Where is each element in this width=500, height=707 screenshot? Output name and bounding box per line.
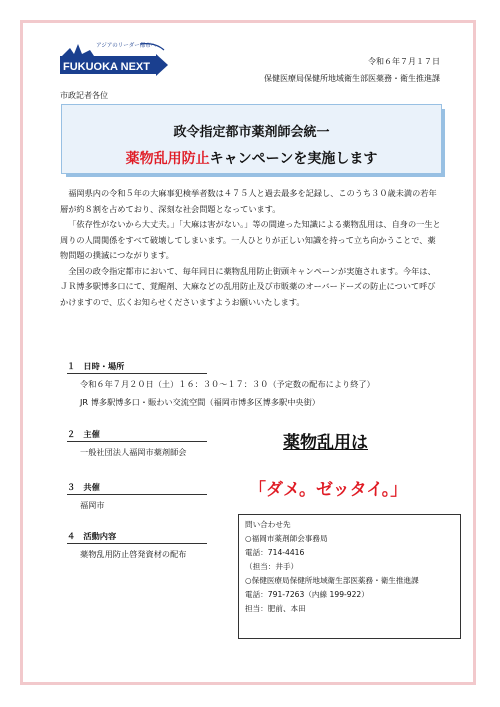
contact-line: 電話：791-7263（内線 199-922） bbox=[245, 590, 369, 599]
addressee: 市政記者各位 bbox=[60, 91, 108, 100]
contact-line: （担当：井手） bbox=[245, 562, 299, 571]
section-heading-organizer: ２ 主催 bbox=[67, 429, 207, 442]
contact-line: 電話：714-4416 bbox=[245, 548, 305, 557]
section-line: JR 博多駅博多口・賑わい交流空間（福岡市博多区博多駅中央街） bbox=[80, 397, 320, 407]
section-line: 一般社団法人福岡市薬剤師会 bbox=[80, 447, 187, 457]
section-heading-datetime: １ 日時・場所 bbox=[67, 361, 207, 374]
paragraph: 全国の政令指定都市において、毎年同日に薬物乱用防止街頭キャンペーンが実施されます。今年は、ＪＲ博多駅博多口にて、覚醒剤、大麻などの乱用防止及び市販薬のオーバードーズの防止について呼びかけますので、広くお知らせくださいますようお願いいたします。 bbox=[60, 265, 436, 307]
title-line-1: 政令指定都市薬剤師会統一 bbox=[173, 125, 330, 140]
title-line-2 bbox=[62, 148, 441, 168]
title-rest: キャンペーンを実施します bbox=[209, 151, 378, 167]
release-date: 令和６年７月１７日 bbox=[368, 57, 440, 66]
contact-line: ○福岡市薬剤師会事務局 bbox=[245, 534, 328, 543]
body-text bbox=[60, 186, 442, 310]
contact-title: 問い合わせ先 bbox=[245, 520, 291, 529]
paragraph: 福岡県内の令和５年の大麻事犯検挙者数は４７５人と過去最多を記録し、このうち３０歳未満の若年層が約８割を占めており、深刻な社会問題となっています。 bbox=[60, 188, 437, 214]
section-heading-activities: ４ 活動内容 bbox=[67, 531, 207, 544]
section-line: 令和６年７月２０日（土）１６：３０～１７：３０（予定数の配布により終了） bbox=[80, 379, 375, 389]
contact-line: 担当：肥前、本田 bbox=[245, 604, 306, 613]
title-box bbox=[61, 104, 442, 174]
issuing-department: 保健医療局保健所地域衛生部医薬務・衛生推進課 bbox=[264, 74, 440, 83]
title-highlight: 薬物乱用防止 bbox=[125, 151, 210, 167]
section-line: 薬物乱用防止啓発資材の配布 bbox=[80, 549, 187, 559]
paragraph: 「依存性がないから大丈夫。」「大麻は害がない。」等の間違った知識による薬物乱用は、自身の一生と周りの人間関係をすべて破壊してしまいます。一人ひとりが正しい知識を持って立ち向かうことで、薬物問題の撲滅につながります。 bbox=[60, 219, 441, 260]
slogan-line-2: 「ダメ。ゼッタイ。」 bbox=[249, 480, 408, 500]
svg-text:FUKUOKA NEXT: FUKUOKA NEXT bbox=[63, 61, 150, 73]
slogan-line-1: 薬物乱用は bbox=[283, 433, 368, 453]
section-heading-cosponsor: ３ 共催 bbox=[67, 482, 207, 495]
logo-tagline: アジアのリーダー都市へ bbox=[96, 43, 157, 49]
contact-box bbox=[238, 514, 461, 639]
contact-line: ○保健医療局保健所地域衛生部医薬務・衛生推進課 bbox=[245, 576, 419, 585]
section-line: 福岡市 bbox=[80, 500, 105, 510]
